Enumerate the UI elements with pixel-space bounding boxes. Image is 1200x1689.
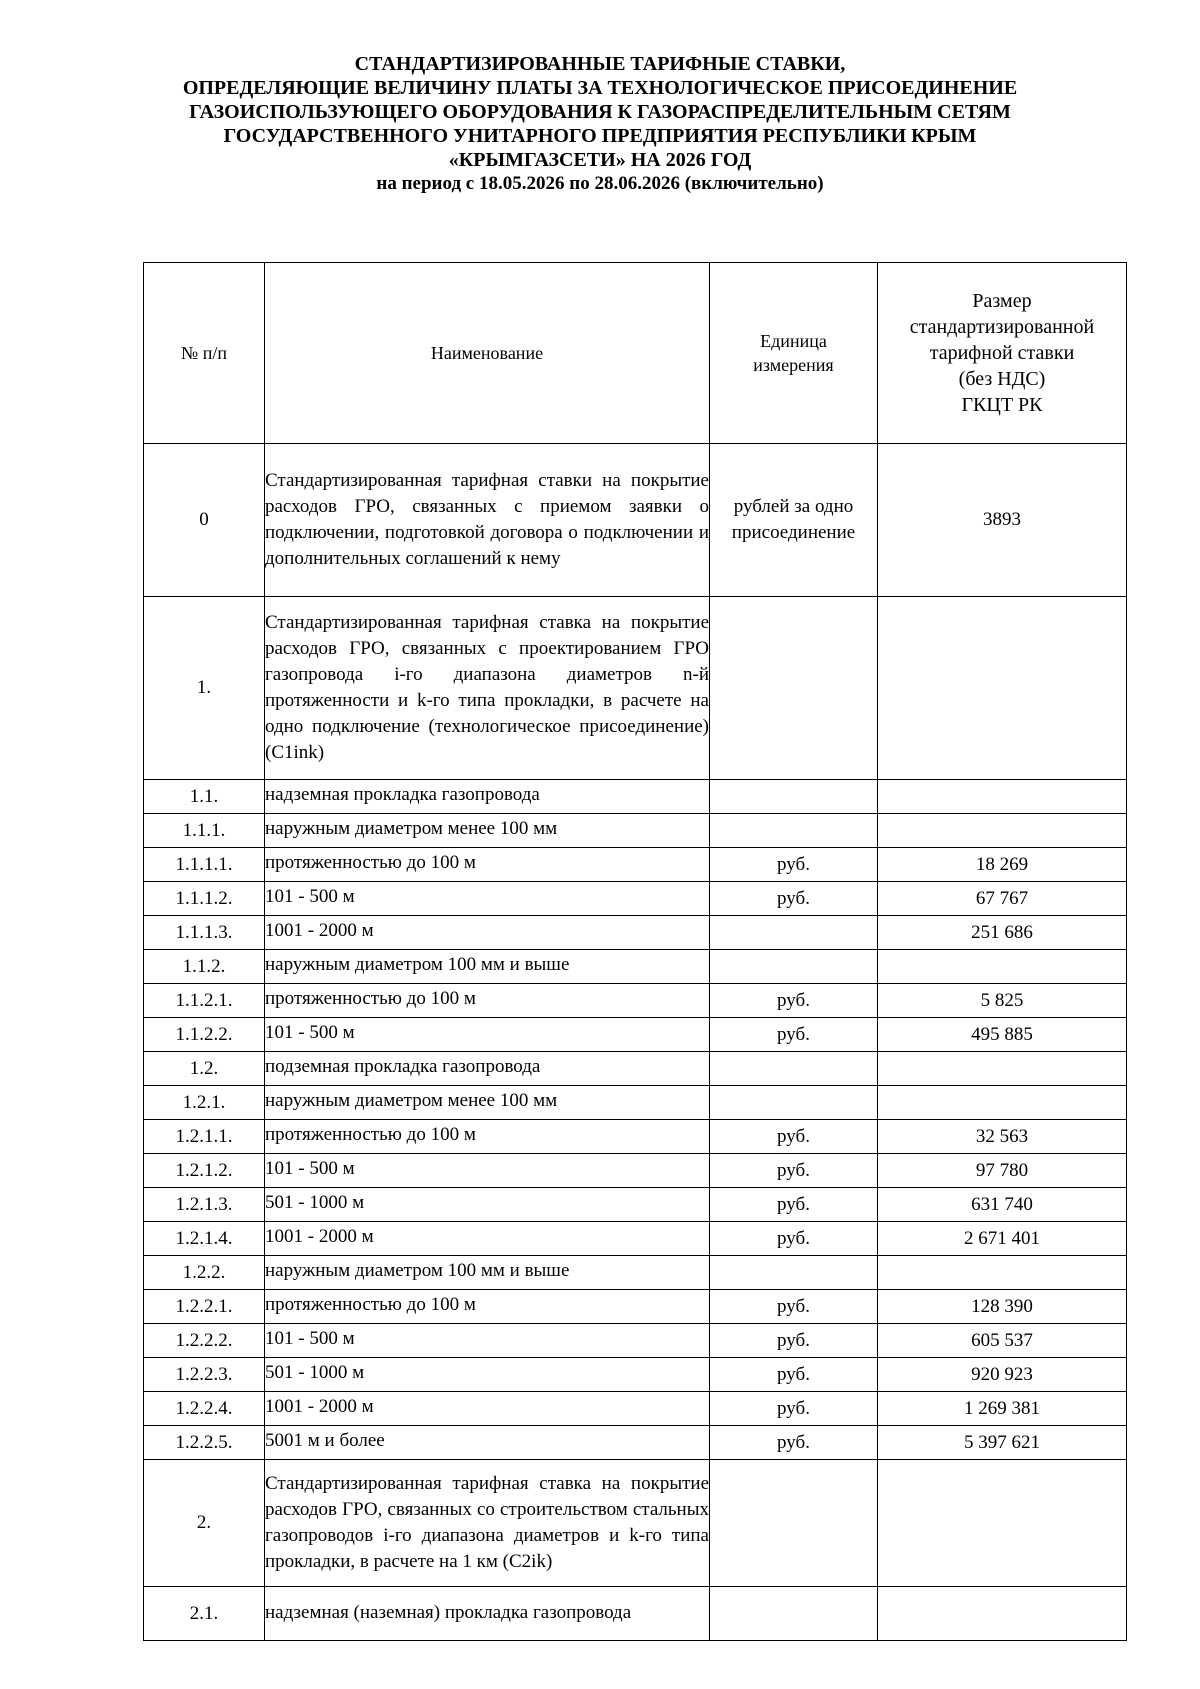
- row-unit: руб.: [710, 1188, 878, 1222]
- row-unit: руб.: [710, 1120, 878, 1154]
- row-value: 3893: [878, 444, 1127, 597]
- header-number: № п/п: [144, 263, 265, 444]
- row-unit: [710, 814, 878, 848]
- row-number: 2.: [144, 1460, 265, 1587]
- row-name: наружным диаметром 100 мм и выше: [265, 1256, 710, 1290]
- row-value: 128 390: [878, 1290, 1127, 1324]
- table-row: [144, 1358, 1127, 1392]
- table-row: [144, 916, 1127, 950]
- table-row: [144, 1222, 1127, 1256]
- row-name: подземная прокладка газопровода: [265, 1052, 710, 1086]
- row-unit: [710, 597, 878, 780]
- row-unit: руб.: [710, 984, 878, 1018]
- row-name: 101 - 500 м: [265, 882, 710, 916]
- row-value: [878, 597, 1127, 780]
- row-number: 1.2.2.5.: [144, 1426, 265, 1460]
- row-value: 5 825: [878, 984, 1127, 1018]
- row-number: 1.1.1.: [144, 814, 265, 848]
- row-value: 67 767: [878, 882, 1127, 916]
- table-row: [144, 984, 1127, 1018]
- header-value-line: ГКЦТ РК: [961, 394, 1043, 416]
- row-unit: [710, 1587, 878, 1641]
- row-value: 2 671 401: [878, 1222, 1127, 1256]
- row-number: 1.2.1.3.: [144, 1188, 265, 1222]
- row-value: 251 686: [878, 916, 1127, 950]
- header-value: [878, 263, 1127, 444]
- row-number: 1.1.2.: [144, 950, 265, 984]
- row-name: протяженностью до 100 м: [265, 1290, 710, 1324]
- row-unit: руб.: [710, 848, 878, 882]
- row-number: 1.1.: [144, 780, 265, 814]
- row-name: 101 - 500 м: [265, 1018, 710, 1052]
- row-name: 1001 - 2000 м: [265, 1222, 710, 1256]
- row-unit: [710, 916, 878, 950]
- row-value: 631 740: [878, 1188, 1127, 1222]
- row-number: 1.2.2.3.: [144, 1358, 265, 1392]
- header-unit-line: измерения: [753, 355, 834, 375]
- header-unit-line: Единица: [760, 331, 827, 351]
- header-value-line: стандартизированной: [909, 316, 1095, 338]
- row-name: протяженностью до 100 м: [265, 848, 710, 882]
- table-row: [144, 1324, 1127, 1358]
- row-number: 1.1.1.3.: [144, 916, 265, 950]
- table-row: [144, 1426, 1127, 1460]
- row-unit: руб.: [710, 1324, 878, 1358]
- row-name: 101 - 500 м: [265, 1154, 710, 1188]
- row-value: [878, 1587, 1127, 1641]
- table-row: [144, 1188, 1127, 1222]
- row-name: наружным диаметром менее 100 мм: [265, 1086, 710, 1120]
- row-value: [878, 814, 1127, 848]
- row-value: [878, 1460, 1127, 1587]
- row-unit: руб.: [710, 1392, 878, 1426]
- row-name: протяженностью до 100 м: [265, 1120, 710, 1154]
- row-number: 1.1.2.2.: [144, 1018, 265, 1052]
- row-value: [878, 1086, 1127, 1120]
- row-unit: рублей за одно присоединение: [710, 444, 878, 597]
- table-row: [144, 950, 1127, 984]
- row-name: Стандартизированная тарифная ставка на покрытие расходов ГРО, связанных с проектированием ГРО газопровода i-го диапазона диаметров n-й протяженности и k-го типа прокладки, в расчете на одно подключение (технологическое присоединение) (C1ink): [265, 597, 710, 780]
- row-value: [878, 950, 1127, 984]
- row-unit: руб.: [710, 1290, 878, 1324]
- table-row: [144, 1392, 1127, 1426]
- row-name: Стандартизированная тарифная ставки на покрытие расходов ГРО, связанных с приемом заявки о подключении, подготовкой договора о подключении и дополнительных соглашений к нему: [265, 444, 710, 597]
- period-line: на период с 18.05.2026 по 28.06.2026 (включительно): [376, 173, 824, 194]
- table-row: [144, 1290, 1127, 1324]
- header-value-line: тарифной ставки: [929, 342, 1075, 364]
- row-value: [878, 780, 1127, 814]
- row-value: 97 780: [878, 1154, 1127, 1188]
- row-unit: [710, 1460, 878, 1587]
- row-number: 1.2.2.: [144, 1256, 265, 1290]
- tariff-table: [143, 262, 1127, 1641]
- row-unit: [710, 950, 878, 984]
- title-line: ГОСУДАРСТВЕННОГО УНИТАРНОГО ПРЕДПРИЯТИЯ РЕСПУБЛИКИ КРЫМ: [223, 125, 977, 147]
- row-unit: руб.: [710, 1426, 878, 1460]
- row-number: 1.2.2.1.: [144, 1290, 265, 1324]
- table-row: [144, 882, 1127, 916]
- row-unit: руб.: [710, 1358, 878, 1392]
- table-row: [144, 1086, 1127, 1120]
- row-value: 18 269: [878, 848, 1127, 882]
- row-name: протяженностью до 100 м: [265, 984, 710, 1018]
- row-number: 1.2.1.: [144, 1086, 265, 1120]
- row-unit: [710, 1256, 878, 1290]
- table-row: [144, 1120, 1127, 1154]
- table-row: [144, 780, 1127, 814]
- row-value: [878, 1052, 1127, 1086]
- row-number: 1.2.1.1.: [144, 1120, 265, 1154]
- title-line: СТАНДАРТИЗИРОВАННЫЕ ТАРИФНЫЕ СТАВКИ,: [354, 53, 846, 75]
- title-line: ОПРЕДЕЛЯЮЩИЕ ВЕЛИЧИНУ ПЛАТЫ ЗА ТЕХНОЛОГИЧЕСКОЕ ПРИСОЕДИНЕНИЕ: [182, 77, 1018, 99]
- table-row: [144, 597, 1127, 780]
- row-name: 501 - 1000 м: [265, 1188, 710, 1222]
- row-name: 1001 - 2000 м: [265, 916, 710, 950]
- row-value: 32 563: [878, 1120, 1127, 1154]
- row-number: 1.: [144, 597, 265, 780]
- header-name: Наименование: [265, 263, 710, 444]
- row-unit: руб.: [710, 1018, 878, 1052]
- row-number: 2.1.: [144, 1587, 265, 1641]
- row-number: 1.2.1.2.: [144, 1154, 265, 1188]
- row-name: наружным диаметром менее 100 мм: [265, 814, 710, 848]
- row-unit: руб.: [710, 882, 878, 916]
- table-row: [144, 814, 1127, 848]
- row-name: наружным диаметром 100 мм и выше: [265, 950, 710, 984]
- row-name: надземная прокладка газопровода: [265, 780, 710, 814]
- row-name: 501 - 1000 м: [265, 1358, 710, 1392]
- row-name: 101 - 500 м: [265, 1324, 710, 1358]
- table-row: [144, 1052, 1127, 1086]
- row-number: 1.1.2.1.: [144, 984, 265, 1018]
- header-value-line: Размер: [972, 290, 1032, 312]
- row-number: 1.1.1.2.: [144, 882, 265, 916]
- table-row: [144, 848, 1127, 882]
- row-value: 1 269 381: [878, 1392, 1127, 1426]
- document-title: [0, 52, 1200, 196]
- row-value: 605 537: [878, 1324, 1127, 1358]
- row-unit: [710, 1086, 878, 1120]
- table-header-row: [144, 263, 1127, 444]
- header-unit: [710, 263, 878, 444]
- row-number: 1.1.1.1.: [144, 848, 265, 882]
- row-number: 1.2.2.4.: [144, 1392, 265, 1426]
- table-row: [144, 1587, 1127, 1641]
- row-value: 920 923: [878, 1358, 1127, 1392]
- row-number: 1.2.2.2.: [144, 1324, 265, 1358]
- row-value: 5 397 621: [878, 1426, 1127, 1460]
- row-name: 1001 - 2000 м: [265, 1392, 710, 1426]
- row-value: [878, 1256, 1127, 1290]
- table-row: [144, 1018, 1127, 1052]
- table-row: [144, 444, 1127, 597]
- header-value-line: (без НДС): [958, 368, 1046, 390]
- table-row: [144, 1154, 1127, 1188]
- table-row: [144, 1460, 1127, 1587]
- row-number: 0: [144, 444, 265, 597]
- row-unit: [710, 1052, 878, 1086]
- row-unit: руб.: [710, 1154, 878, 1188]
- row-unit: [710, 780, 878, 814]
- title-line: ГАЗОИСПОЛЬЗУЮЩЕГО ОБОРУДОВАНИЯ К ГАЗОРАСПРЕДЕЛИТЕЛЬНЫМ СЕТЯМ: [189, 101, 1011, 123]
- row-name: 5001 м и более: [265, 1426, 710, 1460]
- row-unit: руб.: [710, 1222, 878, 1256]
- row-number: 1.2.: [144, 1052, 265, 1086]
- row-name: надземная (наземная) прокладка газопровода: [265, 1587, 710, 1641]
- row-value: 495 885: [878, 1018, 1127, 1052]
- title-line: «КРЫМГАЗСЕТИ» НА 2026 ГОД: [448, 149, 752, 171]
- table-row: [144, 1256, 1127, 1290]
- row-number: 1.2.1.4.: [144, 1222, 265, 1256]
- row-name: Стандартизированная тарифная ставка на покрытие расходов ГРО, связанных со строительством стальных газопроводов i-го диапазона диаметров и k-го типа прокладки, в расчете на 1 км (C2ik): [265, 1460, 710, 1587]
